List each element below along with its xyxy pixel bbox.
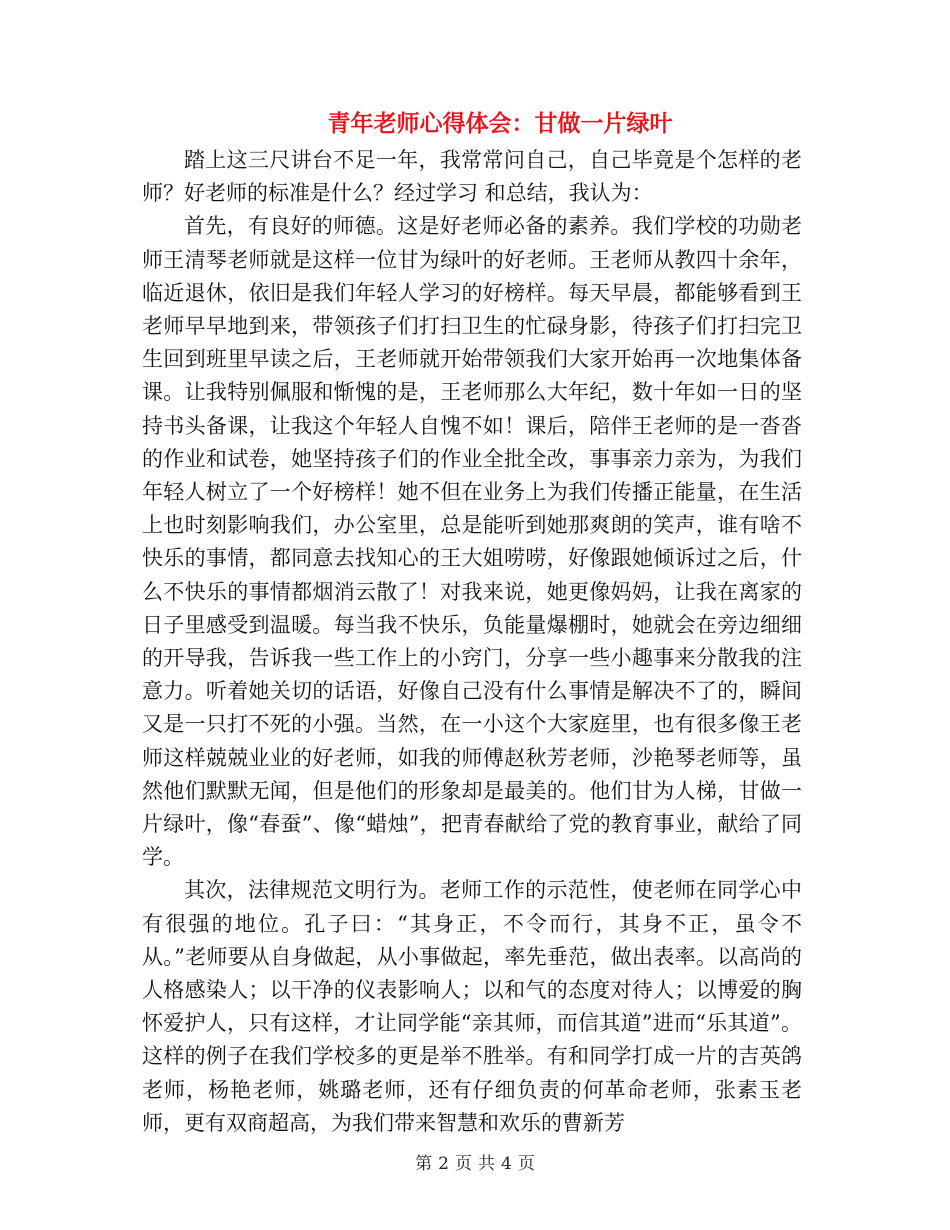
- footer-total-prefix: 共: [478, 1154, 495, 1174]
- paragraph-first-point: 首先，有良好的师德。这是好老师必备的素养。我们学校的功勋老师王清琴老师就是这样一位甘为绿叶的好老师。王老师从教四十余年，临近退休，依旧是我们年轻人学习的好榜样。每天早晨，都能够看到王老师早早地到来，带领孩子们打扫卫生的忙碌身影，待孩子们打扫完卫生回到班里早读之后，王老师就开始带领我们大家开始再一次地集体备课。让我特别佩服和惭愧的是，王老师那么大年纪，数十年如一日的坚持书头备课，让我这个年轻人自愧不如！课后，陪伴王老师的是一沓沓的作业和试卷，她坚持孩子们的作业全批全改，事事亲力亲为，为我们年轻人树立了一个好榜样！她不但在业务上为我们传播正能量，在生活上也时刻影响我们，办公室里，总是能听到她那爽朗的笑声，谁有啥不快乐的事情，都同意去找知心的王大姐唠唠，好像跟她倾诉过之后，什么不快乐的事情都烟消云散了！对我来说，她更像妈妈，让我在离家的日子里感受到温暖。每当我不快乐，负能量爆棚时，她就会在旁边细细的开导我，告诉我一些工作上的小窍门，分享一些小趣事来分散我的注意力。听着她关切的话语，好像自己没有什么事情是解决不了的，瞬间又是一只打不死的小强。当然，在一小这个大家庭里，也有很多像王老师这样兢兢业业的好老师，如我的师傅赵秋芳老师，沙艳琴老师等，虽然他们默默无闻，但是他们的形象却是最美的。他们甘为人梯，甘做一片绿叶，像“春蚕”、像“蜡烛”，把青春献给了党的教育事业，献给了同学。: [142, 214, 802, 870]
- footer-page-mid: 页: [455, 1154, 472, 1174]
- document-title: 青年老师心得体会：甘做一片绿叶: [327, 110, 673, 137]
- page-footer: [0, 1152, 950, 1176]
- footer-current-page: 2: [438, 1154, 449, 1174]
- paragraph-intro: 踏上这三尺讲台不足一年，我常常问自己，自己毕竟是个怎样的老师？好老师的标准是什么？经过学习 和总结，我认为：: [142, 148, 802, 206]
- footer-page-suffix: 页: [517, 1154, 535, 1174]
- document-body: [142, 144, 802, 1140]
- paragraph-second-point: 其次，法律规范文明行为。老师工作的示范性，使老师在同学心中有很强的地位。孔子曰：“其身正，不令而行，其身不正，虽令不从。”老师要从自身做起，从小事做起，率先垂范，做出表率。以高尚的人格感染人；以干净的仪表影响人；以和气的态度对待人；以博爱的胸怀爱护人，只有这样，才让同学能“亲其师，而信其道”进而“乐其道”。这样的例子在我们学校多的更是举不胜举。有和同学打成一片的吉英鸽老师，杨艳老师，姚璐老师，还有仔细负责的何革命老师，张素玉老师，更有双商超高，为我们带来智慧和欢乐的曹新芳: [142, 878, 802, 1135]
- footer-total-pages: 4: [501, 1154, 512, 1174]
- footer-page-prefix: 第: [415, 1154, 433, 1174]
